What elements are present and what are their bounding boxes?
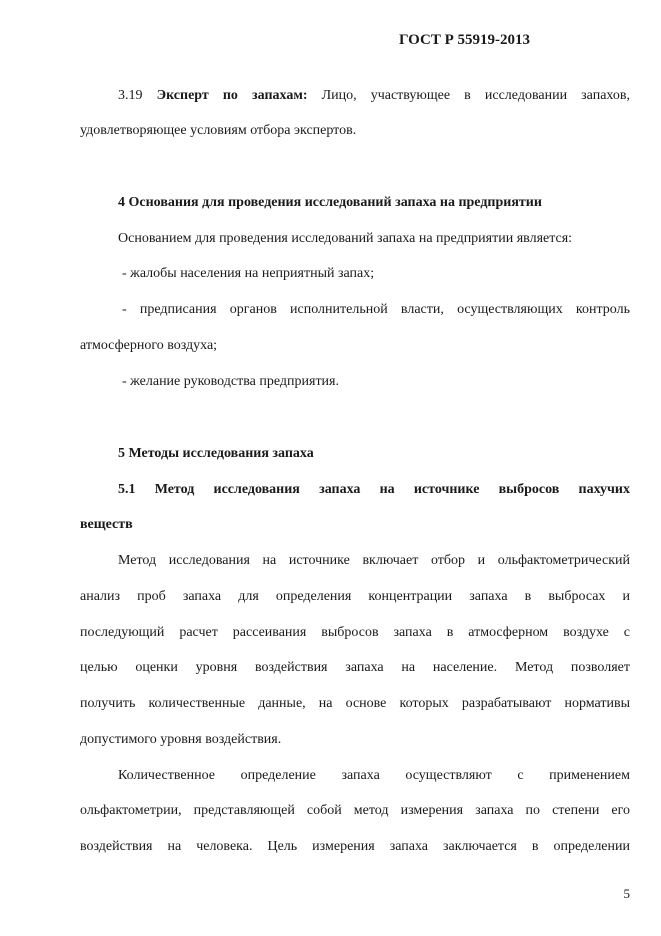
paragraph-1-line-3: последующий расчет рассеивания выбросов запаха в атмосферном воздухе с (80, 625, 630, 640)
list-item-orders-line-1: - предписания органов исполнительной власти, осуществляющих контроль (122, 302, 630, 317)
subsection-5-1-heading-line-1: 5.1 Метод исследования запаха на источнике выбросов пахучих (118, 482, 630, 497)
term-definition-3-19 (118, 86, 630, 106)
paragraph-1-line-6: допустимого уровня воздействия. (80, 732, 282, 747)
paragraph-2-line-1: Количественное определение запаха осуществляют с применением (118, 768, 630, 783)
list-item-orders-line-2: атмосферного воздуха; (80, 338, 218, 353)
term-label: Эксперт по запахам: (156, 88, 308, 103)
definition-text-line-2: удовлетворяющее условиям отбора экспертов. (80, 123, 357, 138)
paragraph-2-line-2: ольфактометрии, представляющей собой метод измерения запаха по степени его (80, 803, 630, 818)
section-5-heading: 5 Методы исследования запаха (118, 446, 314, 461)
paragraph-1-line-1: Метод исследования на источнике включает отбор и ольфактометрический (118, 553, 630, 568)
subsection-5-1-heading-line-2: веществ (80, 517, 133, 532)
document-code-header: ГОСТ Р 55919-2013 (398, 32, 530, 48)
paragraph-1-line-2: анализ проб запаха для определения концентрации запаха в выбросах и (80, 589, 630, 604)
list-item-management: - желание руководства предприятия. (122, 374, 339, 389)
paragraph-1-line-4: целью оценки уровня воздействия запаха на население. Метод позволяет (80, 660, 630, 675)
page-number: 5 (623, 886, 630, 901)
section-4-heading: 4 Основания для проведения исследований запаха на предприятии (118, 195, 542, 210)
paragraph-1-line-5: получить количественные данные, на основе которых разрабатывают нормативы (80, 696, 630, 711)
clause-number: 3.19 (118, 88, 143, 103)
list-item-complaints: - жалобы населения на неприятный запах; (122, 266, 375, 281)
paragraph-2-line-3: воздействия на человека. Цель измерения запаха заключается в определении (80, 839, 630, 854)
section-4-intro: Основанием для проведения исследований запаха на предприятии является: (118, 231, 573, 246)
definition-text: Лицо, участвующее в исследовании запахов, (321, 88, 630, 103)
